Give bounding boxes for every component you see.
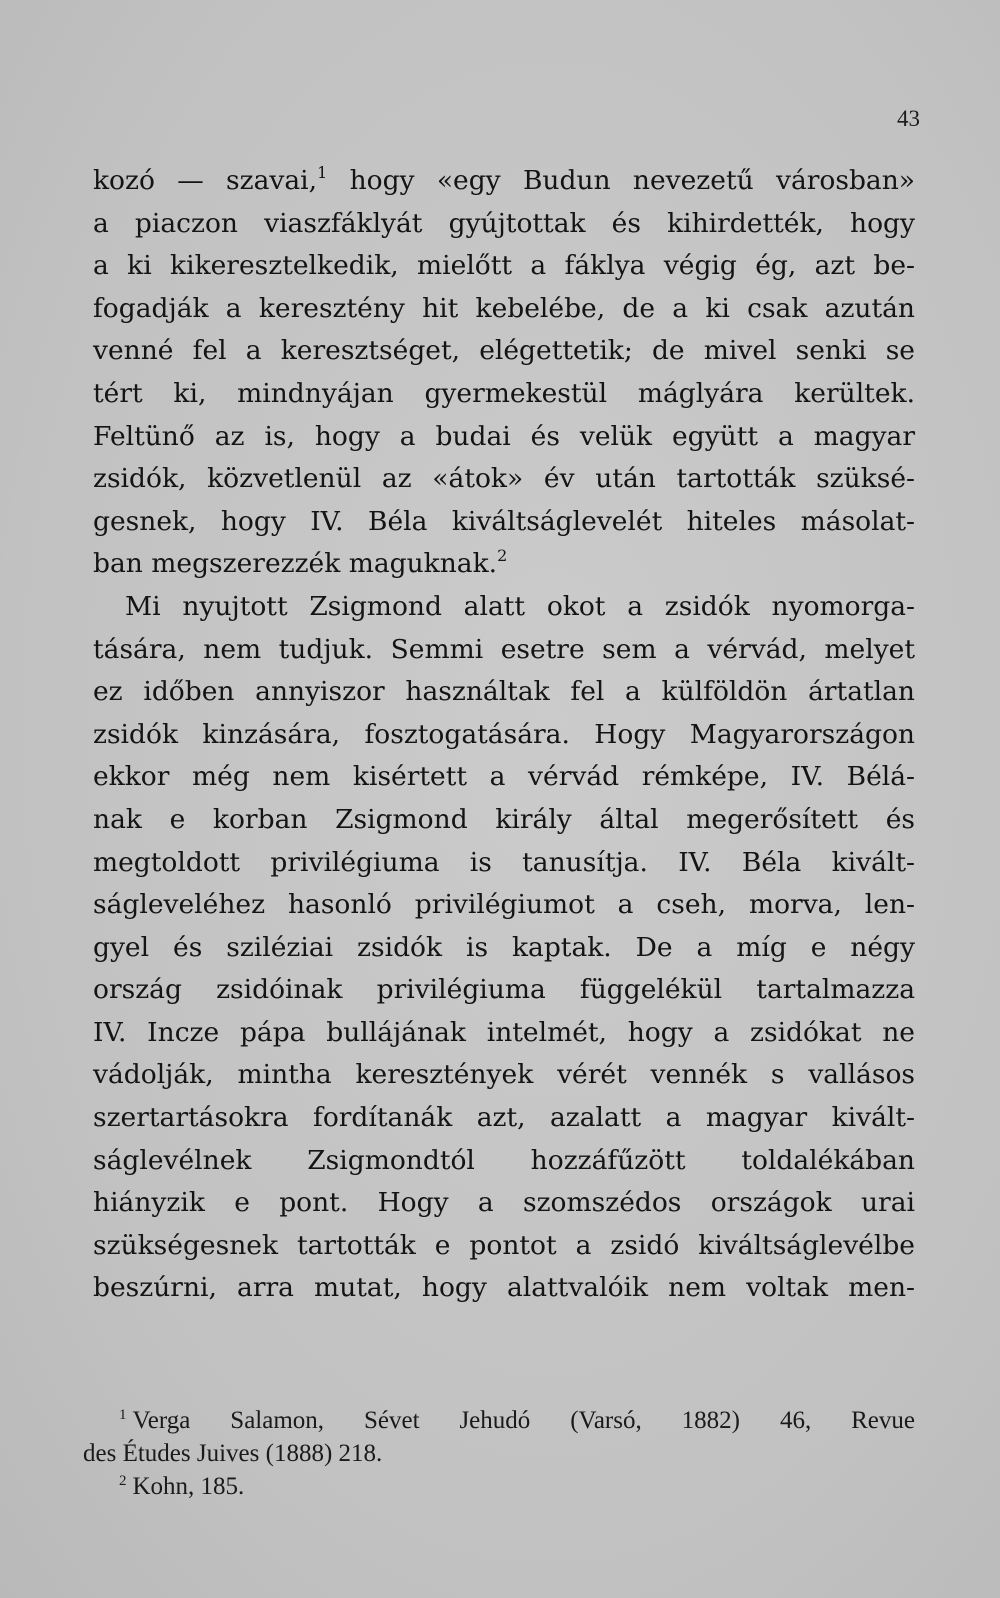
text-line	[93, 373, 915, 416]
text-line	[93, 842, 915, 885]
text-segment: gesnek, hogy IV. Béla kiváltságlevelét hiteles másolat-	[93, 505, 915, 537]
footnote-line	[83, 1404, 915, 1437]
text-segment: ságlevélnek Zsigmondtól hozzáfűzött toldalékában	[93, 1144, 915, 1176]
text-line	[93, 969, 915, 1012]
footnote-reference: 1	[317, 163, 328, 182]
page-number: 43	[897, 106, 920, 131]
text-segment: fogadják a keresztény hit kebelébe, de a ki csak azután	[93, 292, 915, 324]
text-line	[93, 1225, 915, 1268]
text-segment: a ki kikeresztelkedik, mielőtt a fáklya végig ég, azt be-	[93, 250, 915, 282]
text-segment: szükségesnek tartották e pontot a zsidó kiváltságlevélbe	[93, 1229, 915, 1261]
text-line	[93, 884, 915, 927]
text-segment: ez időben annyiszor használtak fel a külföldön ártatlan	[93, 676, 915, 708]
text-segment: nak e korban Zsigmond király által megerősített és	[93, 803, 915, 835]
text-segment: ekkor még nem kisértett a vérvád rémképe, IV. Bélá-	[93, 761, 915, 793]
text-segment: zsidók, közvetlenül az «átok» év után tartották szüksé-	[93, 463, 915, 495]
text-line	[93, 629, 915, 672]
text-line	[93, 1054, 915, 1097]
text-segment: venné fel a keresztséget, elégettetik; de mivel senki se	[93, 335, 915, 367]
text-segment: kozó — szavai,	[93, 165, 318, 196]
text-line	[93, 1097, 915, 1140]
footnote-line	[83, 1470, 915, 1503]
text-segment: hogy «egy Budun nevezetű városban»	[327, 165, 916, 196]
text-segment: tért ki, mindnyájan gyermekestül máglyára kerültek.	[93, 377, 915, 409]
footnote-line	[83, 1437, 915, 1470]
text-line	[93, 1267, 915, 1310]
text-line	[93, 288, 915, 331]
footnote-reference: 2	[497, 546, 508, 566]
text-segment: IV. Incze pápa bullájának intelmét, hogy a zsidókat ne	[93, 1016, 915, 1048]
text-line	[93, 927, 915, 970]
text-line	[93, 1012, 915, 1055]
footnote-text: Verga Salamon, Sévet Jehudó (Varsó, 1882) 46, Revue	[132, 1407, 915, 1434]
text-line	[93, 799, 915, 842]
text-line	[93, 245, 915, 288]
text-line	[93, 458, 915, 501]
footnote-marker: 1	[119, 1407, 127, 1423]
text-line	[93, 1182, 915, 1225]
text-segment: beszúrni, arra mutat, hogy alattvalóik nem voltak men-	[93, 1272, 915, 1304]
text-segment: vádolják, mintha keresztények vérét vennék s vallásos	[93, 1059, 915, 1091]
text-line	[93, 1140, 915, 1183]
text-segment: szertartásokra fordítanák azt, azalatt a magyar kivált-	[93, 1102, 915, 1134]
text-segment: ország zsidóinak privilégiuma függelékül tartalmazza	[93, 974, 915, 1006]
text-line	[93, 330, 915, 373]
text-segment: Mi nyujtott Zsigmond alatt okot a zsidók nyomorga-	[125, 590, 915, 622]
text-line	[93, 203, 915, 246]
text-line	[93, 160, 915, 203]
text-segment: megtoldott privilégiuma is tanusítja. IV. Béla kivált-	[93, 846, 915, 878]
footnote-marker: 2	[119, 1473, 127, 1489]
text-line	[93, 586, 915, 629]
text-segment: Feltünő az is, hogy a budai és velük együtt a magyar	[93, 420, 915, 452]
text-line	[93, 714, 915, 757]
text-segment: gyel és sziléziai zsidók is kaptak. De a míg e négy	[93, 931, 915, 963]
text-segment: hiányzik e pont. Hogy a szomszédos országok urai	[93, 1187, 915, 1219]
text-segment: zsidók kinzására, fosztogatására. Hogy Magyarországon	[93, 718, 915, 750]
footnote-text: des Études Juives (1888) 218.	[83, 1440, 383, 1467]
text-segment: tására, nem tudjuk. Semmi esetre sem a vérvád, melyet	[93, 633, 915, 665]
text-segment: ságleveléhez hasonló privilégiumot a cseh, morva, len-	[93, 889, 915, 921]
footnote-text: Kohn, 185.	[132, 1473, 245, 1500]
text-line	[93, 501, 915, 544]
text-line	[93, 671, 915, 714]
text-line	[93, 543, 915, 586]
footnotes	[83, 1404, 915, 1503]
text-line	[93, 416, 915, 459]
text-line	[93, 756, 915, 799]
main-text	[93, 160, 915, 1310]
text-segment: ban megszerezzék maguknak.	[93, 548, 498, 580]
text-segment: a piaczon viaszfáklyát gyújtottak és kihirdették, hogy	[93, 207, 915, 239]
